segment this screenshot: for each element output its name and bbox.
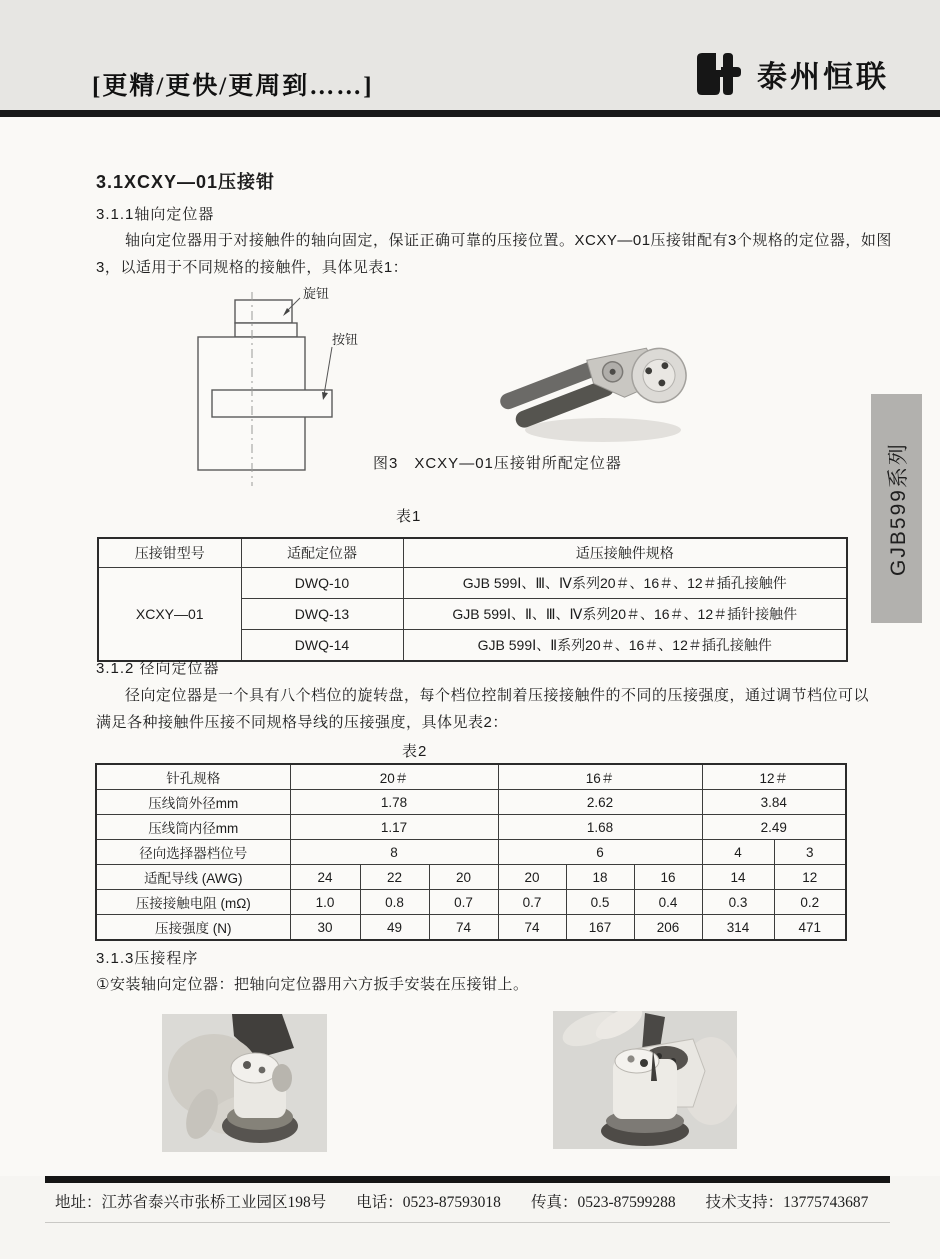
table2-cell: 16 [634,865,702,890]
figure3-caption: 图3 XCXY—01压接钳所配定位器 [373,455,622,472]
table2-cell: 30 [290,915,360,941]
section-3-1-title: 3.1XCXY—01压接钳 [96,172,276,192]
table1-spec-cell: GJB 599Ⅰ、Ⅱ、Ⅲ、Ⅳ系列20＃、16＃、12＃插针接触件 [403,599,847,630]
table2-row-label: 针孔规格 [96,764,290,790]
brand-name: 泰州恒联 [757,61,889,94]
header-slogan: [更精/更快/更周到……] [92,73,374,100]
table2-cell: 4 [702,840,774,865]
table2-cell: 0.5 [566,890,634,915]
table1-header-row [98,538,847,568]
table2-cell: 206 [634,915,702,941]
table1-spec-cell: GJB 599Ⅰ、Ⅲ、Ⅳ系列20＃、16＃、12＃插孔接触件 [403,568,847,599]
table2-row-selector-position [96,840,846,865]
table2-spec-16: 16＃ [498,764,702,790]
footer-fax: 传真：0523-87599288 [530,1194,676,1211]
table2-cell: 8 [290,840,498,865]
table2-cell: 20 [498,865,566,890]
section-3-1-1-title: 3.1.1轴向定位器 [96,206,215,223]
table2-cell: 74 [498,915,566,941]
table2-cell: 1.17 [290,815,498,840]
table2-row-strength [96,915,846,941]
table1-title: 表1 [396,508,422,525]
table2-title: 表2 [402,743,428,760]
table2-cell: 0.4 [634,890,702,915]
header-rule-bar [0,110,940,117]
footer [55,1190,915,1212]
table2-row-label: 压线筒外径mm [96,790,290,815]
table2 [95,763,847,941]
section-3-1-2-title: 3.1.2 径向定位器 [96,660,220,677]
table2-row-label: 适配导线 (AWG) [96,865,290,890]
table2-cell: 0.2 [774,890,846,915]
paragraph-3-1-1-line1: 轴向定位器用于对接触件的轴向固定，保证正确可靠的压接位置。XCXY—01压接钳配有3个规格的定位器，如图 [125,232,892,249]
table2-cell: 0.7 [429,890,498,915]
paragraph-3-1-2-line1: 径向定位器是一个具有八个档位的旋转盘，每个档位控制着压接接触件的不同的压接强度，通过调节档位可以 [125,687,870,704]
paragraph-3-1-2-line2: 满足各种接触件压接不同规格导线的压接强度，具体见表2： [96,714,508,731]
table2-row-label: 压线筒内径mm [96,815,290,840]
table2-cell: 1.68 [498,815,702,840]
table2-cell: 314 [702,915,774,941]
table1-locator-cell: DWQ-10 [241,568,403,599]
table2-cell: 49 [360,915,429,941]
table2-cell: 3 [774,840,846,865]
table2-cell: 471 [774,915,846,941]
table2-cell: 0.7 [498,890,566,915]
table2-cell: 22 [360,865,429,890]
diagram-label-knob: 旋钮 [303,286,330,301]
table1-header-spec: 适压接触件规格 [403,538,847,568]
table2-cell: 14 [702,865,774,890]
install-photo-left [162,1014,327,1152]
crimp-tool-photo [498,318,708,453]
table2-row-resistance [96,890,846,915]
table1-locator-cell: DWQ-14 [241,630,403,662]
table2-row-label: 压接强度 (N) [96,915,290,941]
install-photo-right [553,1011,737,1149]
table2-cell: 0.3 [702,890,774,915]
table2-cell: 20 [429,865,498,890]
table2-cell: 24 [290,865,360,890]
table2-cell: 6 [498,840,702,865]
table1-model-cell: XCXY—01 [98,568,241,662]
footer-rule-bar [45,1176,890,1183]
table1-header-locator: 适配定位器 [241,538,403,568]
table2-spec-20: 20＃ [290,764,498,790]
paragraph-3-1-1-line2: 3，以适用于不同规格的接触件，具体见表1： [96,259,409,276]
table1-header-model: 压接钳型号 [98,538,241,568]
series-side-tab [871,394,922,623]
table2-cell: 3.84 [702,790,846,815]
table1 [97,537,848,662]
footer-support: 技术支持：13775743687 [705,1194,869,1211]
table2-row-label: 压接接触电阻 (mΩ) [96,890,290,915]
company-logo [694,50,889,98]
table2-cell: 2.62 [498,790,702,815]
table2-cell: 18 [566,865,634,890]
paragraph-3-1-3-step1: ①安装轴向定位器：把轴向定位器用六方扳手安装在压接钳上。 [96,976,529,993]
table2-cell: 0.8 [360,890,429,915]
table2-cell: 12 [774,865,846,890]
diagram-label-button: 按钮 [332,332,359,347]
section-3-1-3-title: 3.1.3压接程序 [96,950,199,967]
table-row [98,568,847,599]
table2-row-spec [96,764,846,790]
table1-locator-cell: DWQ-13 [241,599,403,630]
footer-phone: 电话：0523-87593018 [356,1194,501,1211]
lh-logo-icon [694,50,748,98]
table2-row-awg [96,865,846,890]
table2-cell: 74 [429,915,498,941]
table2-row-label: 径向选择器档位号 [96,840,290,865]
table2-row-outer-diameter [96,790,846,815]
footer-hairline [45,1222,890,1223]
table2-cell: 2.49 [702,815,846,840]
axial-locator-diagram [148,284,378,494]
table2-cell: 1.78 [290,790,498,815]
table2-spec-12: 12＃ [702,764,846,790]
table1-spec-cell: GJB 599Ⅰ、Ⅱ系列20＃、16＃、12＃插孔接触件 [403,630,847,662]
footer-address: 地址：江苏省泰兴市张桥工业园区198号 [55,1194,327,1211]
table2-cell: 1.0 [290,890,360,915]
table2-row-inner-diameter [96,815,846,840]
series-side-tab-label: GJB599系列 [886,441,910,576]
table2-cell: 167 [566,915,634,941]
